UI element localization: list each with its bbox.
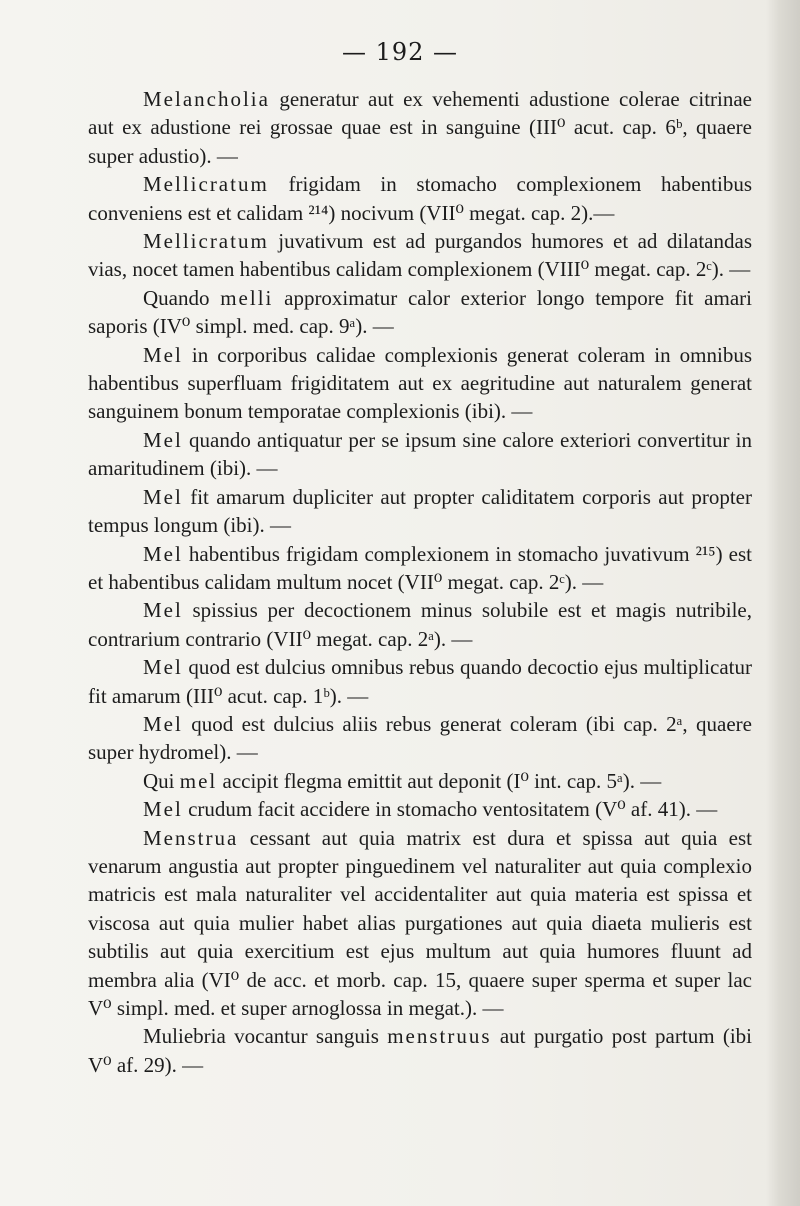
entry-text: fit amarum dupliciter aut propter caliditatem corporis aut propter tempus longum (ibi). — (88, 484, 752, 538)
entry-text: spissius per decoctionem minus solubile est et magis nutribile, contrarium contrario (VII⁰ megat. cap. 2ᵃ). — (88, 598, 752, 651)
paragraph (88, 483, 752, 540)
entry-keyword: Mel (143, 541, 183, 566)
page-edge-shadow (766, 0, 800, 1206)
entry-text: frigidam in stomacho complexionem habentibus conveniens est et calidam ²¹⁴) nocivum (VII⁰ megat. cap. 2).— (88, 172, 752, 225)
page-number: — 192 — (341, 38, 459, 66)
paragraph (88, 824, 752, 1023)
entry-text: aut purgatio post partum (ibi V⁰ af. 29). — (88, 1024, 753, 1077)
entry-keyword: Melancholia (143, 87, 270, 111)
entry-text: crudum facit accidere in stomacho ventositatem (V⁰ af. 41). — (182, 797, 718, 822)
entry-text: quod est dulcius omnibus rebus quando decoctio ejus multiplicatur fit amarum (III⁰ acut. cap. 1ᵇ). — (88, 655, 752, 708)
entry-keyword: Mel (143, 484, 183, 509)
entry-text: cessant aut quia matrix est dura et spissa aut quia est venarum angustia aut propter pinguedinem vel naturaliter aut quia complexio matricis est mala naturaliter vel accidentaliter aut quia materia est spissa et viscosa aut quia mulier habet alias purgationes aut quia diaeta mulieris est subtilis aut quia exercitium est ejus multum aut quia humores fluunt ad membra alia (VI⁰ de acc. et morb. cap. 15, quaere super sperma et super lac V⁰ simpl. med. et super arnoglossa in megat.). — (88, 825, 752, 1020)
paragraph (88, 540, 752, 597)
entry-prefix: Quando (143, 285, 221, 310)
paragraph (88, 85, 752, 170)
entry-keyword: menstruus (387, 1024, 492, 1049)
paragraph (88, 653, 752, 710)
paragraph (88, 1022, 752, 1079)
entry-text: quod est dulcius aliis rebus generat coleram (ibi cap. 2ᵃ, quaere super hydromel). — (88, 711, 752, 765)
entry-text: in corporibus calidae complexionis generat coleram in omnibus habentibus superfluam frigiditatem aut ex aegritudine aut naturalem generat sanguinem bonum temporatae complexionis (ibi). — (88, 342, 752, 424)
entry-keyword: Mel (143, 598, 183, 623)
paragraph (88, 341, 752, 426)
paragraph (88, 426, 752, 483)
paragraph (88, 710, 752, 767)
entry-keyword: Mel (143, 655, 183, 680)
entry-prefix: Qui (143, 768, 180, 793)
paragraph (88, 170, 752, 227)
paragraph (88, 596, 752, 653)
entry-prefix: Muliebria vocantur sanguis (143, 1024, 388, 1049)
paragraph (88, 227, 752, 284)
body-text (88, 85, 752, 1079)
entry-text: quando antiquatur per se ipsum sine calore exteriori convertitur in amaritudinem (ibi). — (88, 427, 752, 481)
paragraph (88, 284, 752, 341)
entry-text: accipit flegma emittit aut deponit (I⁰ int. cap. 5ᵃ). — (217, 768, 662, 793)
paragraph (88, 767, 752, 795)
entry-keyword: Mel (143, 427, 183, 452)
entry-keyword: Mellicratum (143, 172, 269, 197)
entry-keyword: mel (179, 768, 218, 793)
entry-keyword: Mel (143, 797, 183, 822)
paragraph (88, 795, 752, 823)
entry-text: juvativum est ad purgandos humores et ad dilatandas vias, nocet tamen habentibus calidam complexionem (VIII⁰ megat. cap. 2ᶜ). — (88, 229, 752, 282)
entry-text: approximatur calor exterior longo tempore fit amari saporis (IV⁰ simpl. med. cap. 9ᵃ). — (88, 285, 752, 339)
entry-keyword: Mel (143, 342, 183, 367)
entry-text: habentibus frigidam complexionem in stomacho juvativum ²¹⁵) est et habentibus calidam multum nocet (VII⁰ megat. cap. 2ᶜ). — (88, 541, 752, 594)
entry-keyword: Mellicratum (143, 229, 269, 254)
entry-keyword: Menstrua (143, 825, 239, 850)
entry-text: generatur aut ex vehementi adustione colerae citrinae aut ex adustione rei grossae quae est in sanguine (III⁰ acut. cap. 6ᵇ, quaere super adustio). — (88, 87, 752, 168)
entry-keyword: Mel (143, 711, 183, 736)
entry-keyword: melli (220, 285, 274, 310)
